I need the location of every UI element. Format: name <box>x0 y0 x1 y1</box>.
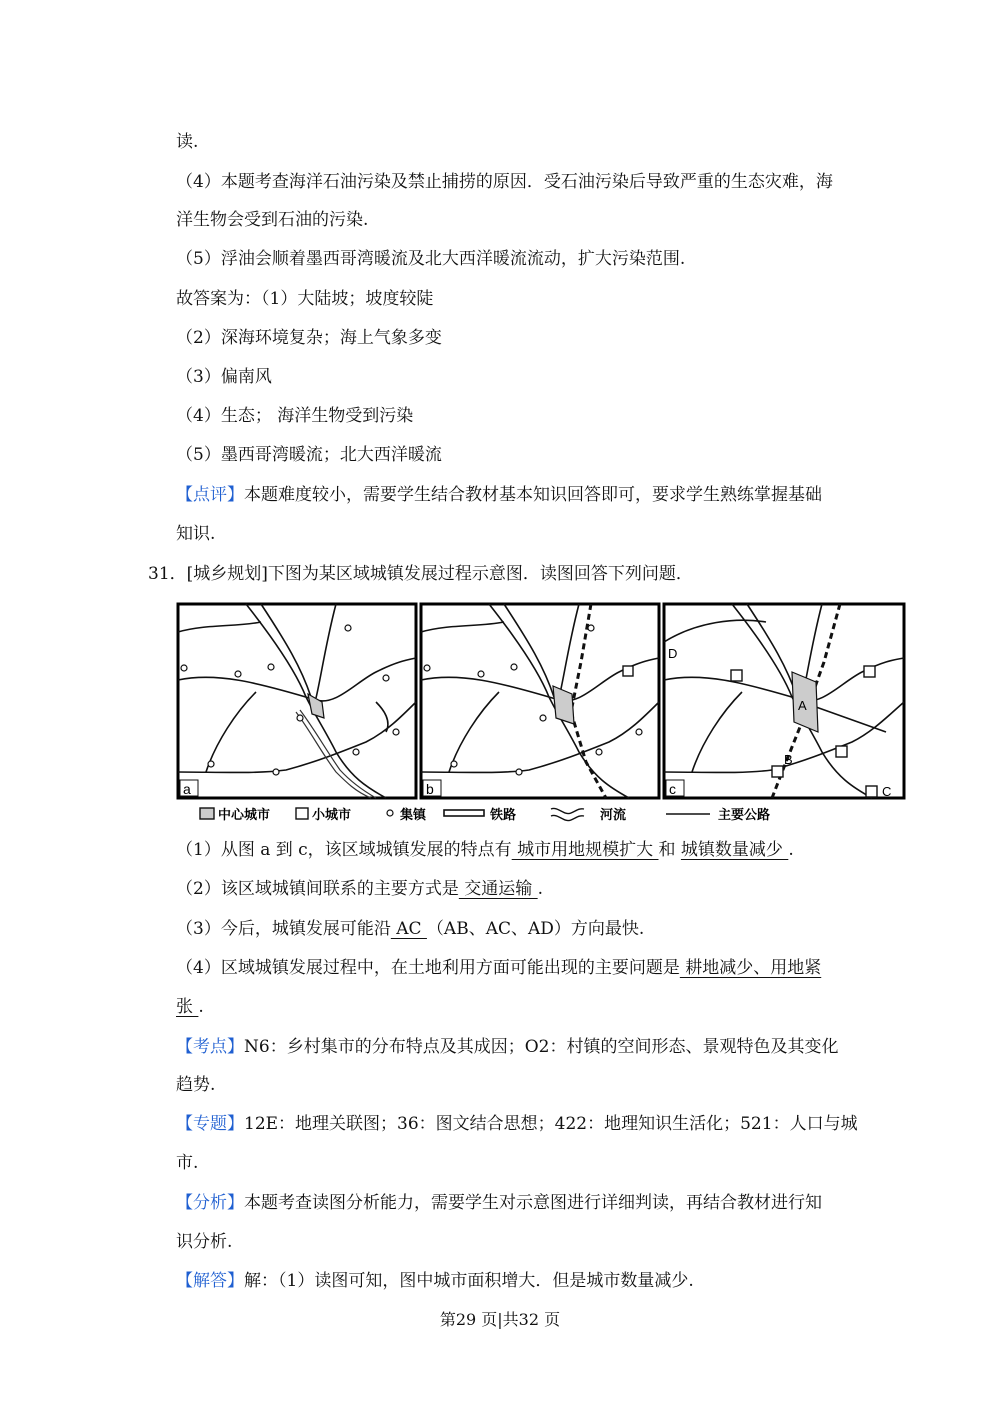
text-line: （3）偏南风 <box>176 367 272 387</box>
fenxi-text: 本题考查读图分析能力，需要学生对示意图进行详细判读，再结合教材进行知 <box>244 1193 822 1213</box>
zhuanti-line <box>176 1113 858 1135</box>
fenxi-line <box>176 1192 822 1214</box>
panel-label-b: b <box>426 781 434 797</box>
jieda-line <box>176 1270 694 1292</box>
answer-4 <box>176 957 821 979</box>
answer-3-end: （AB、AC、AD）方向最快. <box>426 919 645 939</box>
comment-tag: 【点评】 <box>176 485 244 505</box>
river-icon <box>551 808 584 820</box>
answer-1 <box>176 839 794 861</box>
zhuanti-cont: 市. <box>176 1153 199 1173</box>
answer-4-end: . <box>198 997 204 1017</box>
text-line: 故答案为：（1）大陆坡；坡度较陡 <box>176 289 434 309</box>
panel-b-border <box>421 604 659 798</box>
page-footer: 第29 页|共32 页 <box>439 1310 561 1329</box>
answer-1-prefix: （1）从图 a 到 c，该区域城镇发展的特点有 <box>176 840 512 860</box>
comment-line <box>176 484 822 506</box>
legend-river: 河流 <box>600 807 627 822</box>
town-development-figure <box>176 602 908 828</box>
small-city-icon <box>296 808 308 819</box>
text-line: 读. <box>176 132 199 152</box>
legend-railway: 铁路 <box>490 807 517 822</box>
railway-icon <box>444 810 484 816</box>
zhuanti-text: 12E：地理关联图；36：图文结合思想；422：地理知识生活化；521：人口与城 <box>244 1114 858 1134</box>
answer-2 <box>176 878 543 900</box>
town-icon <box>387 810 393 816</box>
answer-1-mid: 和 <box>658 840 681 860</box>
text-line: （2）深海环境复杂；海上气象多变 <box>176 328 442 348</box>
fenxi-tag: 【分析】 <box>176 1193 244 1213</box>
kaodian-line <box>176 1036 838 1058</box>
legend-road: 主要公路 <box>718 807 771 822</box>
comment-cont: 知识. <box>176 524 216 544</box>
answer-4-cont <box>176 996 204 1018</box>
point-label-b: B <box>784 752 793 767</box>
zhuanti-tag: 【专题】 <box>176 1114 244 1134</box>
answer-2-blank: 交通运输 <box>458 879 538 899</box>
text-line: （4）本题考查海洋石油污染及禁止捕捞的原因．受石油污染后导致严重的生态灾难，海 <box>176 172 833 192</box>
panel-label-c: c <box>669 781 676 797</box>
kaodian-tag: 【考点】 <box>176 1037 244 1057</box>
text-line: 洋生物会受到石油的污染. <box>176 210 369 230</box>
figure-legend <box>200 807 770 822</box>
answer-4-blank-cont: 张 <box>176 997 199 1017</box>
fenxi-cont: 识分析. <box>176 1232 233 1252</box>
answer-1-blank-1: 城市用地规模扩大 <box>511 840 659 860</box>
text-line: （4）生态； 海洋生物受到污染 <box>176 406 414 426</box>
answer-1-end: . <box>788 840 794 860</box>
answer-1-blank-2: 城镇数量减少 <box>680 840 789 860</box>
kaodian-text: N6：乡村集市的分布特点及其成因；O2：村镇的空间形态、景观特色及其变化 <box>244 1037 839 1057</box>
comment-text: 本题难度较小，需要学生结合教材基本知识回答即可，要求学生熟练掌握基础 <box>244 485 822 505</box>
answer-2-end: . <box>537 879 544 899</box>
answer-4-blank: 耕地减少、用地紧 <box>679 958 822 978</box>
panel-b <box>421 604 659 798</box>
jieda-text: 解：（1）读图可知，图中城市面积增大．但是城市数量减少. <box>244 1271 694 1291</box>
legend-town: 集镇 <box>400 807 427 822</box>
panel-a <box>178 604 416 798</box>
text-line: （5）墨西哥湾暖流；北大西洋暖流 <box>176 445 442 465</box>
answer-2-prefix: （2）该区域城镇间联系的主要方式是 <box>176 879 459 899</box>
panel-label-a: a <box>183 781 191 797</box>
point-label-a: A <box>798 698 807 713</box>
answer-3 <box>176 918 644 940</box>
center-city-icon <box>200 808 214 819</box>
legend-small-city: 小城市 <box>312 807 352 822</box>
panel-c <box>664 604 904 799</box>
text-line: （5）浮油会顺着墨西哥湾暖流及北大西洋暖流流动，扩大污染范围. <box>176 249 686 269</box>
jieda-tag: 【解答】 <box>176 1271 244 1291</box>
answer-4-prefix: （4）区域城镇发展过程中，在土地利用方面可能出现的主要问题是 <box>176 958 680 978</box>
answer-3-prefix: （3）今后，城镇发展可能沿 <box>176 919 391 939</box>
kaodian-cont: 趋势. <box>176 1075 216 1095</box>
answer-3-blank: AC <box>390 919 427 939</box>
point-label-d: D <box>668 646 678 661</box>
question-31-title: 31．[城乡规划]下图为某区域城镇发展过程示意图．读图回答下列问题． <box>148 564 693 584</box>
legend-center-city: 中心城市 <box>218 807 271 822</box>
point-label-c: C <box>882 784 892 799</box>
panel-a-border <box>178 604 416 798</box>
